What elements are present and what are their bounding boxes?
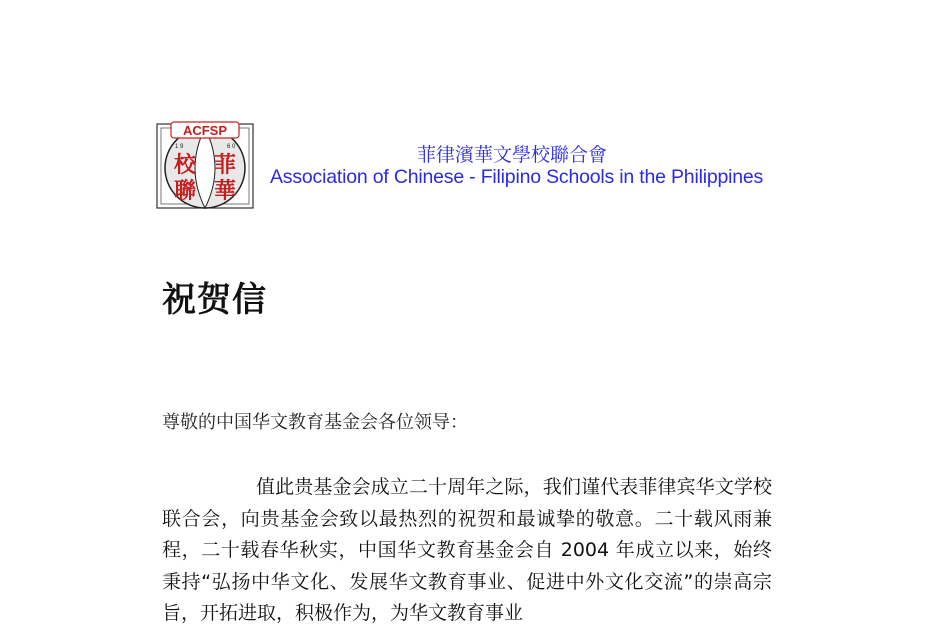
org-name-chinese: 菲律濱華文學校聯合會: [417, 144, 608, 166]
logo-glyph-2: 菲: [213, 153, 237, 178]
logo-glyph-1: 校: [173, 153, 197, 178]
school-crest-logo: [155, 118, 255, 212]
letter-body-paragraph: 值此贵基金会成立二十周年之际，我们谨代表菲律宾华文学校联合会，向贵基金会致以最热烈的祝贺和最诚挚的敬意。二十载风雨兼程，二十载春华秋实，中国华文教育基金会自 2004 年成立以来，始终秉持“弘扬中华文化、发展华文教育事业、促进中外文化交流”的崇高宗旨，开拓进取，积极作为，为华文教育事业: [162, 476, 772, 624]
logo-glyph-3: 聯: [173, 179, 197, 204]
logo-acronym: ACFSP: [182, 123, 228, 138]
logo-year-right: 6 0: [227, 144, 236, 150]
letter-salutation: 尊敬的中国华文教育基金会各位领导：: [162, 412, 468, 433]
logo-year-left: 1 9: [175, 144, 184, 150]
letter-title: 祝贺信: [162, 280, 267, 320]
letterhead: [155, 118, 795, 214]
org-name-english: Association of Chinese - Filipino Schools in the Philippines: [270, 166, 764, 188]
logo-glyph-4: 華: [213, 179, 237, 204]
